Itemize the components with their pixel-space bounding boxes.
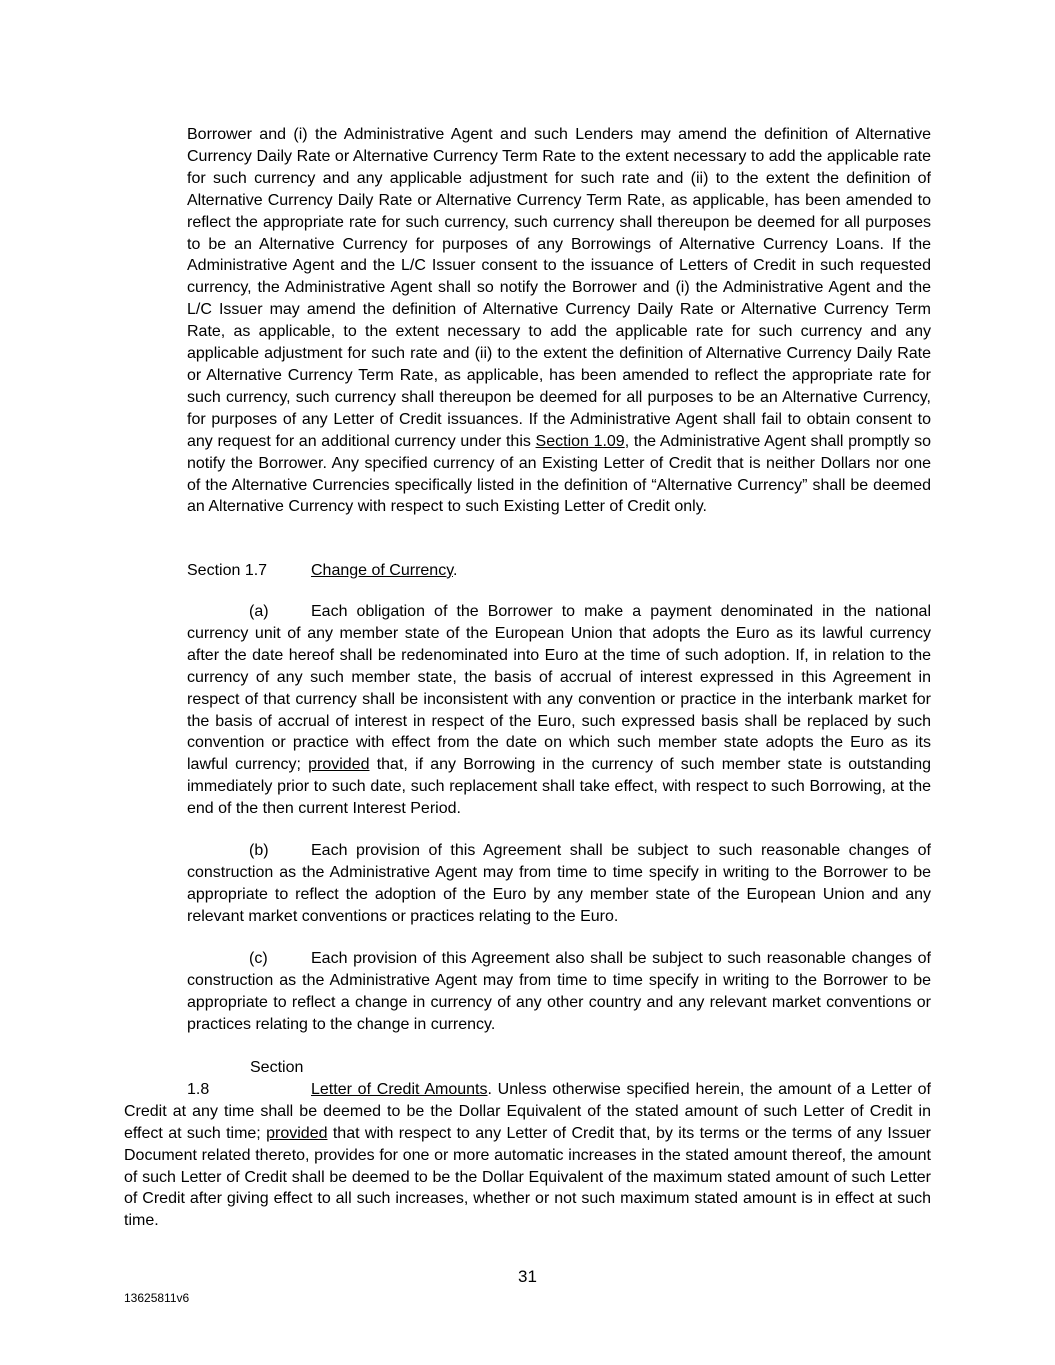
paragraph-label: (a)	[249, 603, 269, 620]
section-number: Section 1.8	[187, 1059, 304, 1098]
section-1-7-paragraph-a	[187, 601, 931, 820]
paragraph-text: Each provision of this Agreement also shall be subject to such reasonable changes of construction as the Administrative Agent may from time to time specify in writing to the Borrower to be appropriate to reflect a change in currency of any other country and any relevant market conventions or practices relating to the change in currency.	[187, 950, 931, 1033]
section-title-end: .	[453, 562, 458, 579]
continuation-text-1: Borrower and (i) the Administrative Agent and such Lenders may amend the definition of Alternative Currency Daily Rate or Alternative Currency Term Rate to the extent necessary to add the applicable rate for such currency and any applicable adjustment for such rate and (ii) to the extent the definition of Alternative Currency Daily Rate or Alternative Currency Term Rate, as applicable, has been amended to reflect the appropriate rate for such currency, such currency shall thereupon be deemed for all purposes to be an Alternative Currency for purposes of any Borrowings of Alternative Currency Loans. If the Administrative Agent and the L/C Issuer consent to the issuance of Letters of Credit in such requested currency, the Administrative Agent shall so notify the Borrower and (i) the Administrative Agent and the L/C Issuer may amend the definition of Alternative Currency Daily Rate or Alternative Currency Term Rate, as applicable, to the extent necessary to add the applicable rate for such currency and any applicable adjustment for such rate and (ii) to the extent the definition of Alternative Currency Daily Rate or Alternative Currency Term Rate, as applicable, has been amended to reflect the appropriate rate for such currency, such currency shall thereupon be deemed for all purposes to be an Alternative Currency, for purposes of any Letter of Credit issuances. If the Administrative Agent shall fail to obtain consent to any request for an additional currency under this	[187, 126, 931, 450]
paragraph-text-1: Each obligation of the Borrower to make a payment denominated in the national currency unit of any member state of the European Union that adopts the Euro as its lawful currency after the date hereof shall be redenominated into Euro at the time of such adoption. If, in relation to the currency of any such member state, the basis of accrual of interest expressed in this Agreement in respect of that currency shall be inconsistent with any convention or practice in the interbank market for the basis of accrual of interest in respect of the Euro, such expressed basis shall be replaced by such convention or practice with effect from the date on which such member state adopts the Euro as its lawful currency;	[187, 603, 931, 774]
section-title: Letter of Credit Amounts	[311, 1080, 488, 1098]
provided-term: provided	[266, 1124, 328, 1142]
section-title: Change of Currency	[311, 562, 453, 579]
paragraph-text-2: that, if any Borrowing in the currency of such member state is outstanding immediately prior to such date, such replacement shall take effect, with respect to such Borrowing, at the end of the then current Interest Period.	[187, 756, 932, 818]
paragraph-text-2: that with respect to any Letter of Credit that, by its terms or the terms of any Issuer Document related thereto, provides for one or more automatic increases in the stated amount thereof, the amount of such Letter of Credit shall be deemed to be the Dollar Equivalent of the maximum stated amount of such Letter of Credit after giving effect to all such increases, whether or not such maximum stated amount is in effect at such time.	[124, 1124, 931, 1230]
page-number: 31	[518, 1267, 537, 1286]
section-1-7-paragraph-b	[187, 840, 931, 928]
section-1-7-heading	[187, 560, 931, 582]
paragraph-text: Each provision of this Agreement shall be subject to such reasonable changes of construction as the Administrative Agent may from time to time specify in writing to the Borrower to be appropriate to reflect the adoption of the Euro by any member state of the European Union and any relevant market conventions or practices relating to the Euro.	[187, 842, 931, 925]
paragraph-label: (b)	[249, 842, 269, 859]
document-id: 13625811v6	[124, 1291, 190, 1305]
section-1-8-paragraph	[124, 1057, 931, 1232]
paragraph-label: (c)	[249, 950, 268, 967]
continuation-paragraph	[187, 124, 931, 518]
section-number: Section 1.7	[187, 562, 268, 579]
continuation-text-2: , the Administrative Agent shall promptly so notify the Borrower. Any specified currency of an Existing Letter of Credit that is neither Dollars nor one of the Alternative Currencies specifically listed in the definition of “Alternative Currency” shall be deemed an Alternative Currency with respect to such Existing Letter of Credit only.	[187, 432, 932, 516]
section-1-7-paragraph-c	[187, 948, 931, 1036]
paragraph-text-1: . Unless otherwise specified herein, the amount of a Letter of Credit at any time shall be deemed to be the Dollar Equivalent of the stated amount of such Letter of Credit in effect at such time;	[124, 1080, 932, 1142]
provided-term: provided	[308, 756, 370, 774]
section-reference-link[interactable]: Section 1.09	[535, 432, 625, 450]
